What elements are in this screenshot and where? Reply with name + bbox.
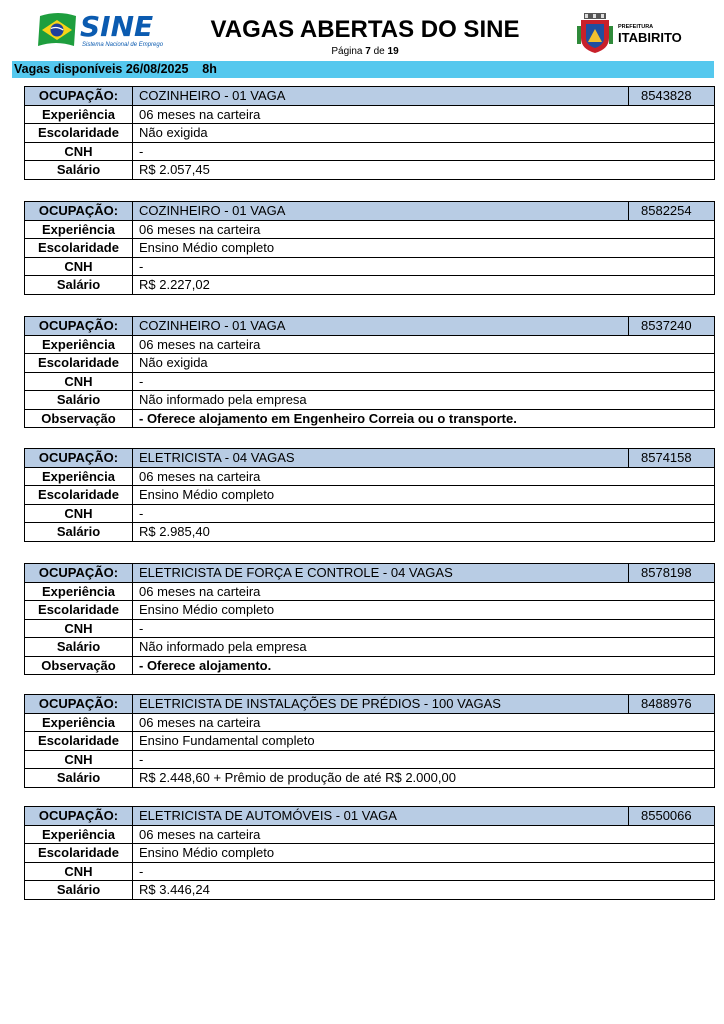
cnh-row [25, 504, 715, 523]
education-value: Não exigida [133, 354, 715, 373]
education-value: Ensino Fundamental completo [133, 732, 715, 751]
occupation-label: OCUPAÇÃO: [25, 564, 133, 583]
salary-row [25, 638, 715, 657]
education-row [25, 239, 715, 258]
education-label: Escolaridade [25, 601, 133, 620]
experience-label: Experiência [25, 825, 133, 844]
salary-label: Salário [25, 523, 133, 542]
job-code: 8550066 [629, 807, 715, 826]
job-code: 8488976 [629, 695, 715, 714]
observation-row [25, 409, 715, 428]
job-card [24, 694, 715, 788]
cnh-label: CNH [25, 372, 133, 391]
education-label: Escolaridade [25, 354, 133, 373]
salary-label: Salário [25, 161, 133, 180]
salary-value: Não informado pela empresa [133, 638, 715, 657]
occupation-title: COZINHEIRO - 01 VAGA [133, 87, 629, 106]
education-row [25, 124, 715, 143]
experience-row [25, 335, 715, 354]
occupation-title: ELETRICISTA DE AUTOMÓVEIS - 01 VAGA [133, 807, 629, 826]
salary-row [25, 161, 715, 180]
cnh-row [25, 862, 715, 881]
job-code: 8543828 [629, 87, 715, 106]
occupation-label: OCUPAÇÃO: [25, 449, 133, 468]
cnh-value: - [133, 504, 715, 523]
job-card [24, 86, 715, 180]
occupation-title: ELETRICISTA DE FORÇA E CONTROLE - 04 VAGAS [133, 564, 629, 583]
cnh-label: CNH [25, 750, 133, 769]
education-label: Escolaridade [25, 486, 133, 505]
occupation-title: ELETRICISTA - 04 VAGAS [133, 449, 629, 468]
cnh-label: CNH [25, 619, 133, 638]
education-label: Escolaridade [25, 124, 133, 143]
page-header [0, 0, 724, 60]
experience-value: 06 meses na carteira [133, 825, 715, 844]
salary-label: Salário [25, 276, 133, 295]
cnh-label: CNH [25, 504, 133, 523]
experience-row [25, 467, 715, 486]
job-header-row [25, 564, 715, 583]
job-code: 8537240 [629, 317, 715, 336]
salary-value: Não informado pela empresa [133, 391, 715, 410]
occupation-label: OCUPAÇÃO: [25, 807, 133, 826]
cnh-value: - [133, 372, 715, 391]
education-label: Escolaridade [25, 732, 133, 751]
cnh-value: - [133, 862, 715, 881]
sine-logo-word: SINE [80, 10, 154, 43]
salary-row [25, 769, 715, 788]
observation-row [25, 656, 715, 675]
availability-banner: Vagas disponíveis 26/08/2025 8h [12, 61, 714, 78]
education-label: Escolaridade [25, 844, 133, 863]
salary-row [25, 391, 715, 410]
job-header-row [25, 807, 715, 826]
education-value: Ensino Médio completo [133, 486, 715, 505]
page-of: de [373, 46, 385, 57]
job-header-row [25, 202, 715, 221]
salary-value: R$ 3.446,24 [133, 881, 715, 900]
cnh-value: - [133, 257, 715, 276]
job-header-row [25, 87, 715, 106]
salary-label: Salário [25, 881, 133, 900]
city-crest-icon [576, 12, 614, 54]
cnh-row [25, 619, 715, 638]
observation-label: Observação [25, 656, 133, 675]
page-title: VAGAS ABERTAS DO SINE [210, 16, 520, 43]
job-card [24, 806, 715, 900]
experience-value: 06 meses na carteira [133, 335, 715, 354]
experience-row [25, 220, 715, 239]
cnh-row [25, 257, 715, 276]
experience-row [25, 713, 715, 732]
experience-value: 06 meses na carteira [133, 220, 715, 239]
experience-value: 06 meses na carteira [133, 105, 715, 124]
prefeitura-label: PREFEITURA [618, 24, 654, 30]
education-value: Não exigida [133, 124, 715, 143]
experience-label: Experiência [25, 582, 133, 601]
salary-value: R$ 2.985,40 [133, 523, 715, 542]
salary-value: R$ 2.057,45 [133, 161, 715, 180]
cnh-value: - [133, 750, 715, 769]
cnh-label: CNH [25, 142, 133, 161]
cnh-value: - [133, 142, 715, 161]
job-card [24, 316, 715, 428]
salary-label: Salário [25, 391, 133, 410]
job-card [24, 201, 715, 295]
occupation-label: OCUPAÇÃO: [25, 695, 133, 714]
salary-row [25, 523, 715, 542]
occupation-label: OCUPAÇÃO: [25, 202, 133, 221]
salary-row [25, 276, 715, 295]
observation-label: Observação [25, 409, 133, 428]
experience-label: Experiência [25, 713, 133, 732]
education-label: Escolaridade [25, 239, 133, 258]
occupation-label: OCUPAÇÃO: [25, 87, 133, 106]
job-code: 8574158 [629, 449, 715, 468]
job-card [24, 448, 715, 542]
experience-value: 06 meses na carteira [133, 467, 715, 486]
salary-label: Salário [25, 769, 133, 788]
experience-value: 06 meses na carteira [133, 582, 715, 601]
page-prefix: Página [331, 46, 363, 57]
cnh-row [25, 750, 715, 769]
job-header-row [25, 449, 715, 468]
observation-value: - Oferece alojamento em Engenheiro Correia ou o transporte. [133, 409, 715, 428]
observation-value: - Oferece alojamento. [133, 656, 715, 675]
occupation-label: OCUPAÇÃO: [25, 317, 133, 336]
education-value: Ensino Médio completo [133, 844, 715, 863]
experience-label: Experiência [25, 105, 133, 124]
page-current: 7 [365, 46, 371, 57]
page-total: 19 [387, 46, 399, 57]
education-row [25, 732, 715, 751]
prefeitura-city: ITABIRITO [618, 30, 682, 45]
salary-value: R$ 2.448,60 + Prêmio de produção de até R$ 2.000,00 [133, 769, 715, 788]
education-value: Ensino Médio completo [133, 601, 715, 620]
salary-value: R$ 2.227,02 [133, 276, 715, 295]
cnh-label: CNH [25, 862, 133, 881]
occupation-title: ELETRICISTA DE INSTALAÇÕES DE PRÉDIOS - 100 VAGAS [133, 695, 629, 714]
experience-row [25, 105, 715, 124]
salary-label: Salário [25, 638, 133, 657]
cnh-row [25, 372, 715, 391]
education-row [25, 844, 715, 863]
brazil-flag-icon [38, 12, 78, 48]
job-code: 8582254 [629, 202, 715, 221]
experience-row [25, 825, 715, 844]
salary-row [25, 881, 715, 900]
experience-label: Experiência [25, 467, 133, 486]
occupation-title: COZINHEIRO - 01 VAGA [133, 202, 629, 221]
cnh-row [25, 142, 715, 161]
cnh-label: CNH [25, 257, 133, 276]
experience-label: Experiência [25, 220, 133, 239]
experience-label: Experiência [25, 335, 133, 354]
education-value: Ensino Médio completo [133, 239, 715, 258]
cnh-value: - [133, 619, 715, 638]
sine-logo [38, 12, 163, 52]
education-row [25, 486, 715, 505]
education-row [25, 354, 715, 373]
job-code: 8578198 [629, 564, 715, 583]
sine-logo-subtitle: Sistema Nacional de Emprego [82, 42, 164, 48]
page-number [205, 46, 525, 57]
job-header-row [25, 695, 715, 714]
experience-value: 06 meses na carteira [133, 713, 715, 732]
job-card [24, 563, 715, 675]
education-row [25, 601, 715, 620]
prefeitura-logo [576, 12, 686, 54]
job-header-row [25, 317, 715, 336]
experience-row [25, 582, 715, 601]
occupation-title: COZINHEIRO - 01 VAGA [133, 317, 629, 336]
